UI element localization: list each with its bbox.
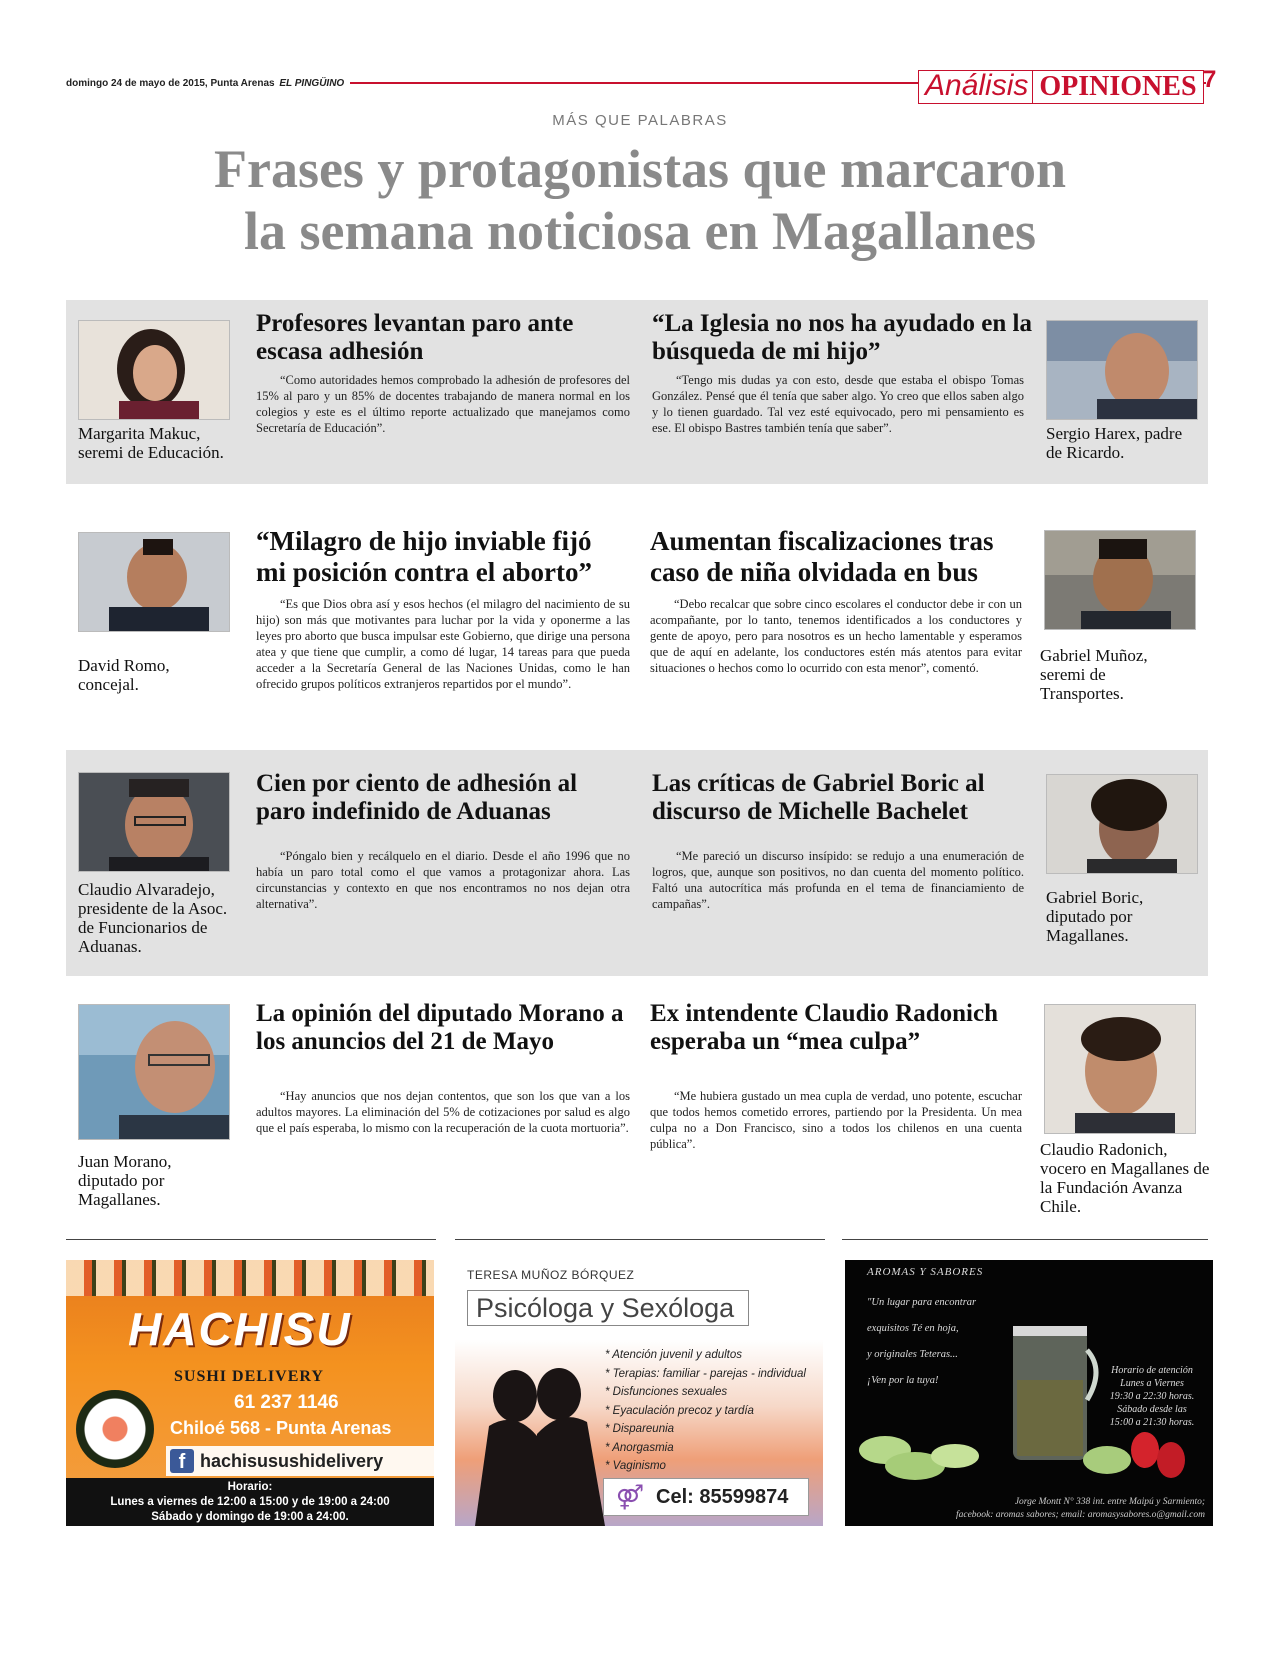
- headline-line-1: Frases y protagonistas que marcaron: [213, 139, 1066, 199]
- section-analisis: Análisis: [918, 70, 1032, 104]
- caption: Juan Morano, diputado por Magallanes.: [78, 1152, 172, 1209]
- cucumber-strawberry-image: [845, 1420, 1213, 1490]
- story-quote: “Póngalo bien y recálquelo en el diario. Desde el año 1996 que no había un paro total como el que vamos a protagonizar ahora. Las circunstancias y contexto en que nos encontramos no nos dejan otra alternativa”.: [256, 849, 630, 911]
- dateline: [66, 78, 350, 89]
- sushi-strip-image: [66, 1260, 434, 1296]
- ad-rule: [455, 1239, 825, 1240]
- aromas-hours-line: Lunes a Viernes: [1120, 1378, 1184, 1389]
- section-opiniones: OPINIONES: [1032, 70, 1203, 104]
- story-title: “La Iglesia no nos ha ayudado en la búsqueda de mi hijo”: [652, 310, 1032, 365]
- story-quote: “Tengo mis dudas ya con esto, desde que estaba el obispo Tomas González. Pensé que él tenía que saber algo. Yo creo que ellos saben algo y lo tienen guardado. Tal vez esté equivocado, pero mi pensamiento es ese. El obispo Bastres también tenía que saber”.: [652, 373, 1024, 435]
- aromas-contact: facebook: aromas sabores; email: aromasysabores.o@gmail.com: [955, 1510, 1205, 1520]
- aromas-hours-line: 15:00 a 21:30 horas.: [1109, 1417, 1195, 1428]
- photo-margarita-makuc: [78, 320, 230, 420]
- facebook-icon: f: [170, 1449, 194, 1473]
- story-quote: “Como autoridades hemos comprobado la adhesión de profesores del 15% al paro y un 85% de docentes trabajando de manera normal en los colegios y este es el último reporte actualizado que manejamos como Secretaría de Educación”.: [256, 373, 630, 435]
- photo-david-romo: [78, 532, 230, 632]
- caption: Gabriel Boric, diputado por Magallanes.: [1046, 888, 1144, 945]
- hours-line: Lunes a viernes de 12:00 a 15:00 y de 19:00 a 24:00: [110, 1496, 390, 1508]
- photo-claudio-radonich: [1044, 1004, 1196, 1134]
- aromas-line: y originales Teteras...: [867, 1349, 958, 1360]
- paper-name: EL PINGÜINO: [279, 78, 345, 89]
- psicologa-services: [605, 1346, 820, 1476]
- psicologa-cel-box: [603, 1478, 809, 1516]
- caption: Sergio Harex, padre de Ricardo.: [1046, 424, 1183, 462]
- hours-title: Horario:: [227, 1481, 273, 1493]
- gender-symbols-icon: ⚤: [615, 1484, 645, 1511]
- caption: Claudio Alvaradejo, presidente de la Asoc. de Funcionarios de Aduanas.: [78, 880, 228, 956]
- service-item: * Atención juvenil y adultos: [605, 1349, 743, 1361]
- hachisu-facebook-handle: hachisusushidelivery: [200, 1450, 384, 1471]
- story-title: Ex intendente Claudio Radonich esperaba un “mea culpa”: [650, 1000, 998, 1055]
- story-title: “Milagro de hijo inviable fijó mi posición contra el aborto”: [256, 526, 592, 587]
- dateline-text: domingo 24 de mayo de 2015, Punta Arenas: [66, 78, 275, 89]
- ad-aromas-sabores[interactable]: [845, 1260, 1213, 1526]
- service-item: * Disfunciones sexuales: [605, 1386, 728, 1398]
- story-quote: “Debo recalcar que sobre cinco escolares el conductor debe ir con un acompañante, por lo tanto, tenemos identificados a los conductores y gente de apoyo, pero para nosotros es un hecho lamentable y esperamos que de aquí en adelante, los conductores estén más atentos para evitar situaciones o hechos como lo ocurrido con esta menor”, comentó.: [650, 597, 1022, 675]
- page-headline: [60, 138, 1220, 262]
- aromas-hours-line: Sábado desde las: [1117, 1404, 1187, 1415]
- caption: Margarita Makuc, seremi de Educación.: [78, 424, 224, 462]
- story-title: Las críticas de Gabriel Boric al discurso de Michelle Bachelet: [652, 770, 985, 825]
- aromas-title: AROMAS Y SABORES: [867, 1266, 984, 1278]
- couple-silhouette-image: [455, 1356, 623, 1526]
- photo-juan-morano: [78, 1004, 230, 1140]
- aromas-footer: [845, 1496, 1205, 1522]
- ad-rule: [66, 1239, 436, 1240]
- aromas-hours-line: Horario de atención: [1111, 1365, 1193, 1376]
- kicker: MÁS QUE PALABRAS: [552, 112, 728, 129]
- service-item: * Anorgasmia: [605, 1441, 674, 1454]
- page-number: 7: [1203, 66, 1217, 93]
- sushi-roll-image: [76, 1390, 154, 1468]
- hours-line: Sábado y domingo de 19:00 a 24:00.: [151, 1511, 349, 1523]
- photo-gabriel-munoz: [1044, 530, 1196, 630]
- aromas-line: ¡Ven por la tuya!: [867, 1375, 939, 1386]
- story-title: Cien por ciento de adhesión al paro indefinido de Aduanas: [256, 770, 578, 825]
- psicologa-name: TERESA MUÑOZ BÓRQUEZ: [467, 1268, 635, 1282]
- caption: Gabriel Muñoz, seremi de Transportes.: [1040, 646, 1148, 703]
- story-title: La opinión del diputado Morano a los anuncios del 21 de Mayo: [256, 1000, 624, 1055]
- headline-line-2: la semana noticiosa en Magallanes: [244, 201, 1036, 261]
- story-title: Profesores levantan paro ante escasa adhesión: [256, 310, 574, 365]
- service-item: * Terapias: familiar - parejas - individual: [605, 1367, 806, 1380]
- service-item: * Dispareunia: [605, 1423, 675, 1435]
- aromas-line: exquisitos Té en hoja,: [867, 1323, 959, 1334]
- hachisu-address: Chiloé 568 - Punta Arenas: [170, 1418, 392, 1438]
- photo-gabriel-boric: [1046, 774, 1198, 874]
- hachisu-phone: 61 237 1146: [234, 1392, 339, 1413]
- psicologa-title: Psicóloga y Sexóloga: [467, 1290, 749, 1326]
- ad-hachisu[interactable]: [66, 1260, 434, 1526]
- service-item: * Eyaculación precoz y tardía: [605, 1404, 754, 1417]
- hachisu-hours: [66, 1478, 434, 1526]
- service-item: * Vaginismo: [605, 1460, 666, 1472]
- aromas-line: "Un lugar para encontrar: [867, 1297, 977, 1308]
- ad-rule: [842, 1239, 1208, 1240]
- story-title: Aumentan fiscalizaciones tras caso de niña olvidada en bus: [650, 526, 994, 587]
- ad-psicologa[interactable]: [455, 1260, 823, 1526]
- story-quote: “Es que Dios obra así y esos hechos (el milagro del nacimiento de su hijo) son más que motivantes para luchar por la vida y oponerme a las leyes pro aborto que busca impulsar este Gobierno, que dirige una persona atea y que tiene que cumplir, a como dé lugar, 14 tareas para que pueda acceder a la Secretaría General de las Naciones Unidas, como le han ofrecido grupos políticos extranjeros repartidos por el mundo”.: [256, 597, 630, 691]
- caption: David Romo, concejal.: [78, 656, 170, 694]
- hachisu-logo: HACHISU: [128, 1303, 352, 1355]
- aromas-hours-line: 19:30 a 22:30 horas.: [1109, 1391, 1195, 1402]
- story-quote: “Me hubiera gustado un mea cupla de verdad, uno potente, escuchar que todos hemos cometido errores, partiendo por la Presidenta. Un mea culpa no a Don Francisco, sino a todos los chilenos en una cuenta pública”.: [650, 1089, 1022, 1151]
- photo-claudio-alvaradejo: [78, 772, 230, 872]
- caption: Claudio Radonich, vocero en Magallanes de la Fundación Avanza Chile.: [1040, 1140, 1210, 1216]
- hachisu-tag: SUSHI DELIVERY: [174, 1368, 324, 1385]
- photo-sergio-harex: [1046, 320, 1198, 420]
- psicologa-cel: Cel: 85599874: [656, 1485, 789, 1508]
- story-quote: “Hay anuncios que nos dejan contentos, que son los que van a los adultos mayores. La eliminación del 5% de cotizaciones por salud es algo que el país esperaba, lo mismo con la recuperación de la cuota mortuoria”.: [256, 1089, 630, 1135]
- hachisu-facebook: [166, 1446, 434, 1476]
- section-head: [918, 66, 1204, 104]
- aromas-address: Jorge Montt N° 338 int. entre Maipú y Sarmiento;: [1014, 1497, 1205, 1507]
- story-quote: “Me pareció un discurso insípido: se redujo a una enumeración de logros, que, aunque son positivos, no dan cuenta del momento político. Faltó una autocrítica más profunda en el tema de financiamiento de campañas”.: [652, 849, 1024, 911]
